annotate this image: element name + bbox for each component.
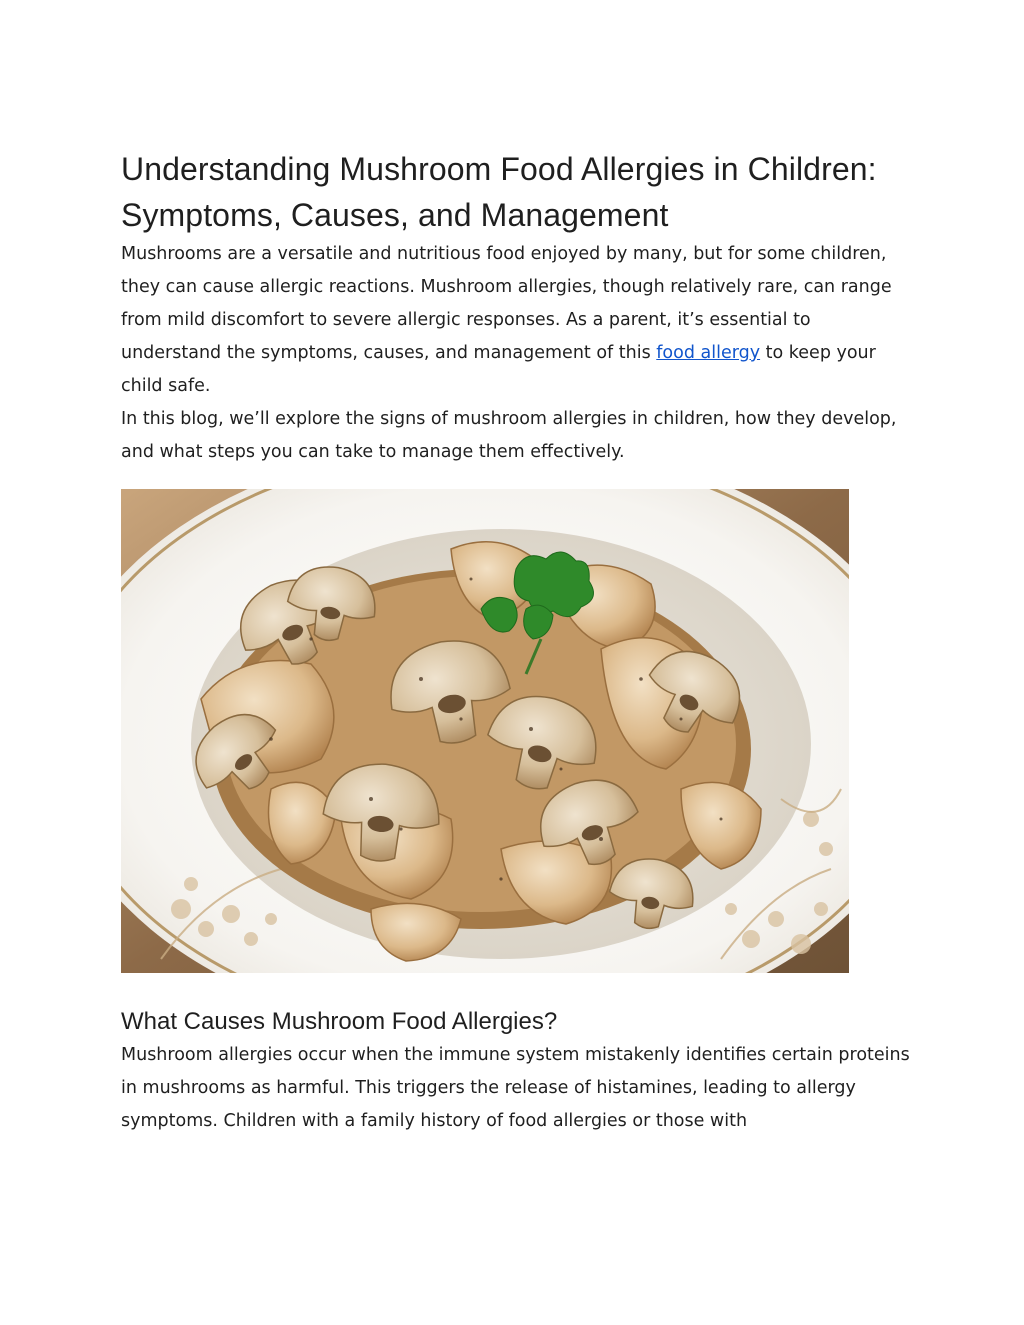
intro-text-before-link: Mushrooms are a versatile and nutritious food enjoyed by many, but for some children, they can cause allergic reactions. Mushroom allergies, though relatively rare, can range from mild discomfort to severe allergic responses. As a parent, it’s essential to understand the symptoms, causes, and management of this — [121, 244, 892, 363]
blog-overview-paragraph: In this blog, we’ll explore the signs of mushroom allergies in children, how they develop, and what steps you can take to manage them effectively. — [121, 409, 897, 462]
intro-paragraph — [121, 238, 911, 403]
article-title: Understanding Mushroom Food Allergies in Children: Symptoms, Causes, and Management — [121, 151, 877, 233]
intro-text-after-link: to keep your child safe. — [121, 343, 876, 396]
section-heading-causes: What Causes Mushroom Food Allergies? — [121, 1008, 558, 1035]
article-body — [121, 146, 911, 1138]
food-allergy-link[interactable]: food allergy — [656, 343, 761, 363]
mushroom-dish-photo — [121, 489, 849, 973]
causes-paragraph: Mushroom allergies occur when the immune system mistakenly identifies certain proteins in mushrooms as harmful. This triggers the release of histamines, leading to allergy symptoms. Children with a family history of food allergies or those with — [121, 1045, 910, 1131]
